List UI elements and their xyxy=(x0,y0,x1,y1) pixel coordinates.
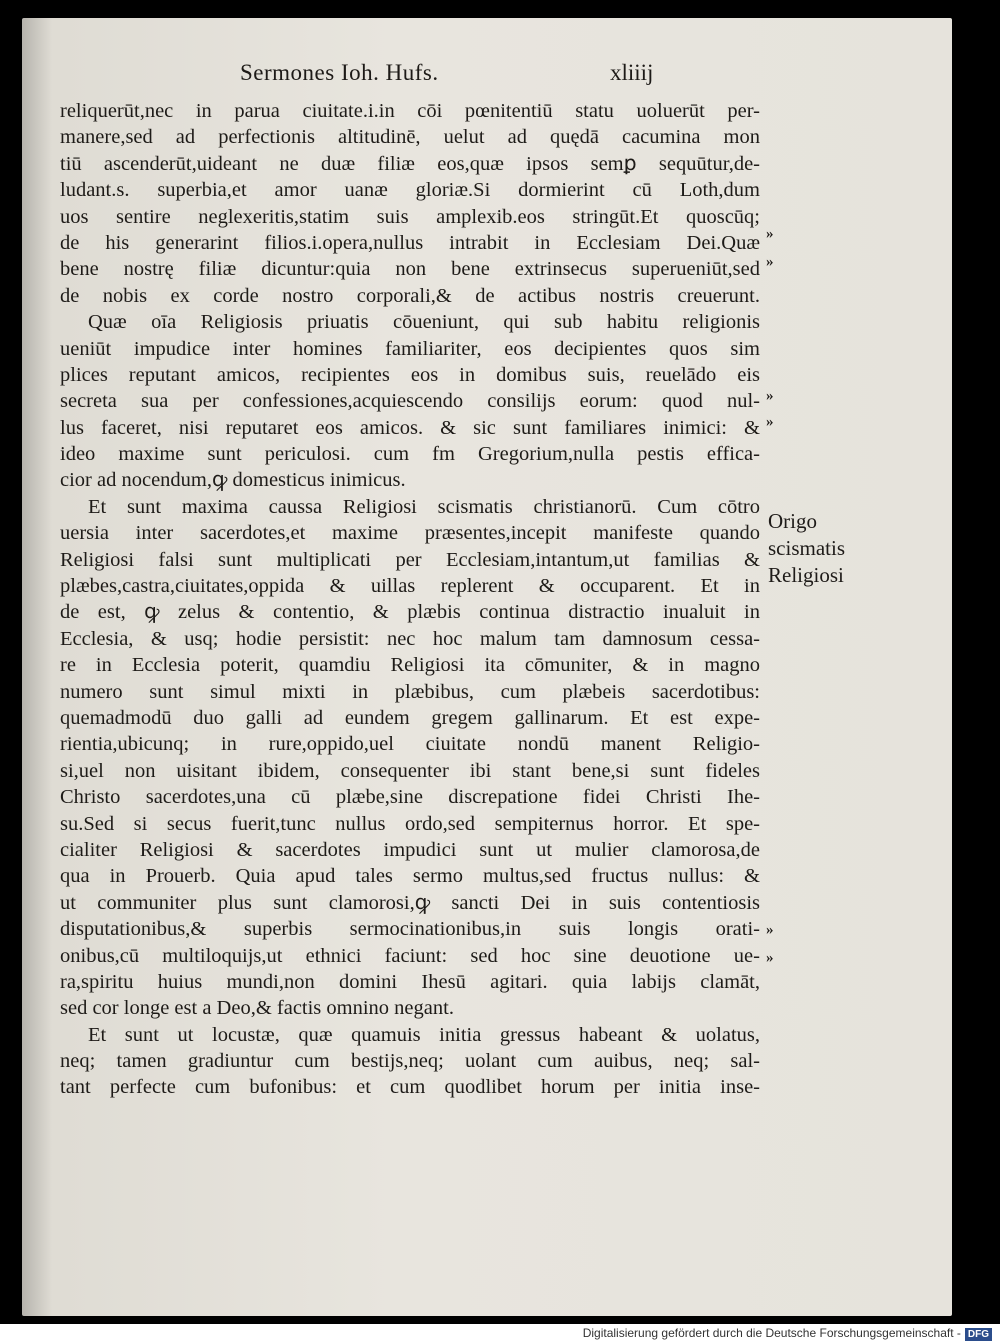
text-line: uersia inter sacerdotes,et maxime præsentes,incepit manifeste quando xyxy=(60,522,760,545)
footer-bar xyxy=(0,1324,1000,1344)
margin-quote-marker: » xyxy=(766,226,774,242)
text-line: lus faceret, nisi reputaret eos amicos. & sic sunt familiares inimici: & xyxy=(60,416,760,439)
text-line: ra,spiritu huius mundi,non domini Ihesū agitari. quia labijs clamāt, xyxy=(60,970,760,993)
margin-note-line: Origo xyxy=(768,509,817,533)
text-line: manere,sed ad perfectionis altitudinē, uelut ad quędā cacumina mon xyxy=(60,126,760,149)
text-line: plices reputant amicos, recipientes eos in domibus suis, reuelādo eis xyxy=(60,363,760,386)
text-line: de nobis ex corde nostro corporali,& de actibus nostris creuerunt. xyxy=(60,284,760,307)
margin-quote-marker: » xyxy=(766,388,774,404)
text-line: Et sunt maxima caussa Religiosi scismatis christianorū. Cum cōtro xyxy=(88,495,760,518)
text-line: plæbes,castra,ciuitates,oppida & uillas replerent & occuparent. Et in xyxy=(60,575,760,598)
text-line: Religiosi falsi sunt multiplicati per Ecclesiam,intantum,ut familias & xyxy=(60,548,760,571)
margin-quote-marker: » xyxy=(766,414,774,430)
text-line: tant perfecte cum bufonibus: et cum quodlibet horum per initia inse- xyxy=(60,1076,760,1099)
margin-note-line: Religiosi xyxy=(768,563,844,587)
text-line: tiū ascenderūt,uideant ne duæ filiæ eos,quæ ipsos semꝑ sequūtur,de- xyxy=(60,152,760,175)
text-line: onibus,cū multiloquijs,ut ethnici faciunt: sed hoc sine deuotione ue- xyxy=(60,944,760,967)
text-line: sed cor longe est a Deo,& factis omnino negant. xyxy=(60,997,454,1020)
text-line: qua in Prouerb. Quia apud tales sermo multus,sed fructus nullus: & xyxy=(60,865,760,888)
text-line: bene nostrę filiæ dicuntur:quia non bene extrinsecus superueniūt,sed xyxy=(60,258,760,281)
margin-note xyxy=(768,508,845,589)
page-gutter-shadow xyxy=(22,18,52,1316)
margin-quote-marker: » xyxy=(766,254,774,270)
footer-credit-text: Digitalisierung gefördert durch die Deutsche Forschungsgemeinschaft - xyxy=(582,1326,961,1340)
text-line: si,uel non uisitant ibidem, consequenter ibi stant bene,si sunt fideles xyxy=(60,759,760,782)
text-line: cior ad nocendum,ꝙ domesticus inimicus. xyxy=(60,469,406,492)
text-line: numero sunt simul mixti in plæbibus, cum plæbeis sacerdotibus: xyxy=(60,680,760,703)
text-line: neq; tamen gradiuntur cum bestijs,neq; uolant cum auibus, neq; sal- xyxy=(60,1050,760,1073)
text-line: ludant.s. superbia,et amor uanæ gloriæ.Si dormierint cū Loth,dum xyxy=(60,179,760,202)
text-line: ideo maxime sunt periculosi. cum fm Gregorium,nulla pestis effica- xyxy=(60,443,760,466)
text-line: ut communiter plus sunt clamorosi,ꝙ sancti Dei in suis contentiosis xyxy=(60,891,760,914)
text-line: quemadmodū duo galli ad eundem gregem gallinarum. Et est expe- xyxy=(60,706,760,729)
text-line: Ecclesia, & usq; hodie persistit: nec hoc malum tam damnosum cessa- xyxy=(60,627,760,650)
text-line: reliquerūt,nec in parua ciuitate.i.in cōi pœnitentiū statu uoluerūt per- xyxy=(60,100,760,122)
text-line: su.Sed si secus fuerit,tunc nullus ordo,sed sempiternus horror. Et spe- xyxy=(60,812,760,835)
text-line: Christo sacerdotes,una cū plæbe,sine discrepatione fidei Christi Ihe- xyxy=(60,786,760,809)
dfg-logo: DFG xyxy=(965,1328,992,1341)
footer-credit xyxy=(583,1326,992,1341)
body-text xyxy=(60,98,760,1101)
margin-quote-marker: » xyxy=(766,922,774,938)
text-line: de his generarint filios.i.opera,nullus intrabit in Ecclesiam Dei.Quæ xyxy=(60,231,760,254)
running-head: Sermones Ioh. Hufs. xyxy=(240,60,439,85)
text-line: rientia,ubicunq; in rure,oppido,uel ciuitate nondū manent Religio- xyxy=(60,733,760,756)
text-line: re in Ecclesia poterit, quamdiu Religiosi ita cōmuniter, & in magno xyxy=(60,654,760,677)
folio-number: xliiij xyxy=(610,60,654,85)
text-line: uos sentire neglexeritis,statim suis amplexib.eos stringūt.Et quoscūq; xyxy=(60,205,760,228)
text-line: cialiter Religiosi & sacerdotes impudici sunt ut mulier clamorosa,de xyxy=(60,838,760,861)
text-line: ueniūt impudice inter homines familiariter, eos decipientes quos sim xyxy=(60,337,760,360)
text-line: secreta sua per confessiones,acquiescendo consilijs eorum: quod nul- xyxy=(60,390,760,413)
margin-quote-marker: » xyxy=(766,950,774,966)
text-line: Quæ oīa Religiosis priuatis cōueniunt, qui sub habitu religionis xyxy=(88,311,760,334)
text-line: de est, ꝙ zelus & contentio, & plæbis continua distractio inualuit in xyxy=(60,601,760,624)
margin-note-line: scismatis xyxy=(768,536,845,560)
text-line: Et sunt ut locustæ, quæ quamuis initia gressus habeant & uolatus, xyxy=(88,1023,760,1046)
text-line: disputationibus,& superbis sermocinationibus,in suis longis orati- xyxy=(60,918,760,941)
